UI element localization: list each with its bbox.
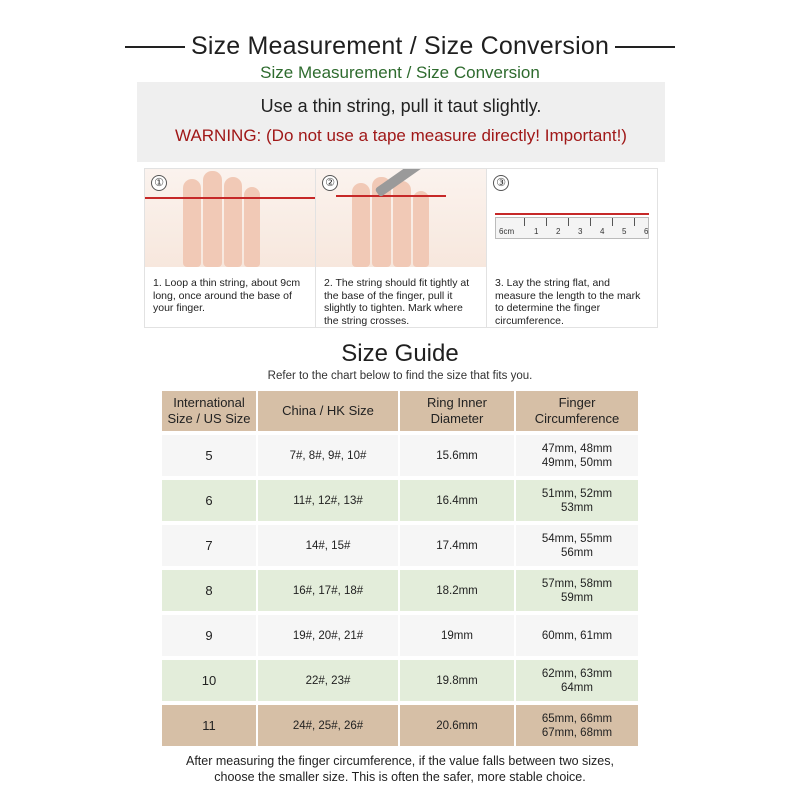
ruler-tick xyxy=(612,218,613,226)
footer-line-1: After measuring the finger circumference, if the value falls between two sizes, xyxy=(186,754,614,768)
ruler-tick xyxy=(590,218,591,226)
step-3-photo xyxy=(487,169,657,267)
size-table xyxy=(162,387,638,750)
ruler-tick xyxy=(634,218,635,226)
ruler-label: 1 xyxy=(534,227,539,236)
header-diameter-line1: Ring Inner xyxy=(427,395,487,410)
size-table-wrap xyxy=(162,387,638,747)
circumference-line: 47mm, 48mm xyxy=(541,442,613,455)
ruler-unit-label: 6cm xyxy=(499,227,515,236)
cell-circumference xyxy=(516,525,638,566)
measurement-steps xyxy=(144,168,658,328)
ruler-label: 6 xyxy=(644,227,649,236)
ruler xyxy=(495,217,649,239)
header-circumference xyxy=(516,391,638,431)
step-2-photo xyxy=(316,169,486,267)
cell-diameter: 19mm xyxy=(400,615,516,656)
ruler-tick xyxy=(546,218,547,226)
instruction-notice xyxy=(137,82,665,162)
title-rule-right xyxy=(615,46,675,48)
red-string xyxy=(495,213,649,215)
finger-shape xyxy=(413,191,429,267)
ruler-label: 5 xyxy=(622,227,627,236)
finger-shape xyxy=(244,187,260,267)
cell-china: 22#, 23# xyxy=(258,660,400,701)
step-3-caption: 3. Lay the string flat, and measure the length to the mark to determine the finger circumference. xyxy=(495,277,641,327)
cell-china: 14#, 15# xyxy=(258,525,400,566)
cell-diameter: 20.6mm xyxy=(400,705,516,746)
step-2-number: ② xyxy=(322,175,338,191)
finger-shape xyxy=(393,181,411,267)
cell-diameter: 17.4mm xyxy=(400,525,516,566)
header-circumference-line2: Circumference xyxy=(534,411,620,426)
cell-china: 19#, 20#, 21# xyxy=(258,615,400,656)
finger-shape xyxy=(203,171,222,267)
cell-size: 10 xyxy=(162,660,258,701)
ruler-label: 2 xyxy=(556,227,561,236)
header-china xyxy=(258,391,400,431)
circumference-line: 65mm, 66mm xyxy=(541,712,613,725)
circumference-line: 64mm xyxy=(561,681,593,694)
size-guide-title: Size Guide xyxy=(341,340,459,367)
table-row xyxy=(162,525,638,566)
table-row xyxy=(162,570,638,611)
header-international-line2: Size / US Size xyxy=(167,411,251,426)
cell-size: 11 xyxy=(162,705,258,746)
warning-text: WARNING: (Do not use a tape measure directly! Important!) xyxy=(175,126,627,145)
red-string xyxy=(336,195,446,197)
circumference-line: 62mm, 63mm xyxy=(541,667,613,680)
instruction-text: Use a thin string, pull it taut slightly. xyxy=(260,96,542,116)
cell-diameter: 19.8mm xyxy=(400,660,516,701)
cell-circumference xyxy=(516,705,638,746)
step-3 xyxy=(487,169,657,327)
header-circumference-line1: Finger xyxy=(558,395,596,410)
cell-circumference xyxy=(516,570,638,611)
ruler-label: 3 xyxy=(578,227,583,236)
table-row xyxy=(162,660,638,701)
cell-china: 11#, 12#, 13# xyxy=(258,480,400,521)
page-subtitle: Size Measurement / Size Conversion xyxy=(260,63,540,82)
title-rule-left xyxy=(125,46,185,48)
step-2 xyxy=(316,169,487,327)
cell-size: 7 xyxy=(162,525,258,566)
step-1-number: ① xyxy=(151,175,167,191)
step-1 xyxy=(145,169,316,327)
circumference-line: 53mm xyxy=(561,501,593,514)
header-diameter xyxy=(400,391,516,431)
cell-size: 9 xyxy=(162,615,258,656)
step-1-photo xyxy=(145,169,315,267)
circumference-line: 60mm, 61mm xyxy=(541,629,613,642)
cell-size: 6 xyxy=(162,480,258,521)
table-row xyxy=(162,480,638,521)
red-string xyxy=(145,197,315,199)
ruler-tick xyxy=(524,218,525,226)
footer-line-2: choose the smaller size. This is often the safer, more stable choice. xyxy=(214,770,586,784)
circumference-line: 57mm, 58mm xyxy=(541,577,613,590)
cell-china: 16#, 17#, 18# xyxy=(258,570,400,611)
cell-size: 8 xyxy=(162,570,258,611)
header-international xyxy=(162,391,258,431)
table-row xyxy=(162,615,638,656)
size-guide-subtitle: Refer to the chart below to find the size that fits you. xyxy=(267,370,533,382)
cell-china: 7#, 8#, 9#, 10# xyxy=(258,435,400,476)
cell-circumference xyxy=(516,435,638,476)
finger-shape xyxy=(224,177,242,267)
cell-diameter: 16.4mm xyxy=(400,480,516,521)
header-china-label: China / HK Size xyxy=(282,403,374,418)
table-row xyxy=(162,705,638,746)
circumference-line: 56mm xyxy=(561,546,593,559)
cell-china: 24#, 25#, 26# xyxy=(258,705,400,746)
cell-diameter: 18.2mm xyxy=(400,570,516,611)
finger-shape xyxy=(183,179,201,267)
cell-diameter: 15.6mm xyxy=(400,435,516,476)
page-title: Size Measurement / Size Conversion xyxy=(190,32,610,60)
cell-size: 5 xyxy=(162,435,258,476)
ruler-label: 4 xyxy=(600,227,605,236)
circumference-line: 54mm, 55mm xyxy=(541,532,613,545)
circumference-line: 67mm, 68mm xyxy=(541,726,613,739)
step-2-caption: 2. The string should fit tightly at the base of the finger, pull it slightly to tighten. Mark where the string crosses. xyxy=(324,277,470,327)
cell-circumference xyxy=(516,615,638,656)
footer-note xyxy=(0,753,800,785)
cell-circumference xyxy=(516,660,638,701)
step-1-caption: 1. Loop a thin string, about 9cm long, once around the base of your finger. xyxy=(153,277,301,314)
circumference-line: 59mm xyxy=(561,591,593,604)
header-diameter-line2: Diameter xyxy=(430,411,484,426)
table-header-row xyxy=(162,391,638,431)
ruler-tick xyxy=(568,218,569,226)
step-3-number: ③ xyxy=(493,175,509,191)
circumference-line: 49mm, 50mm xyxy=(541,456,613,469)
cell-circumference xyxy=(516,480,638,521)
page-title-row xyxy=(0,32,800,61)
circumference-line: 51mm, 52mm xyxy=(541,487,613,500)
table-row xyxy=(162,435,638,476)
header-international-line1: International xyxy=(173,395,245,410)
